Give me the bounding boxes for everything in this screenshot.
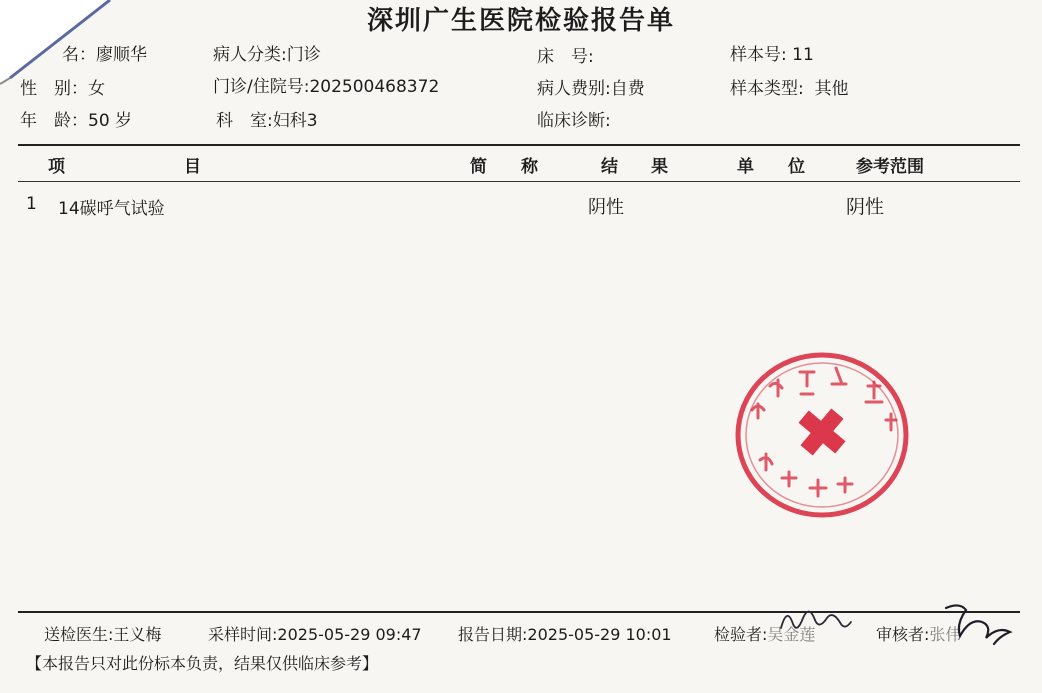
doctor-field — [44, 622, 161, 645]
inspector-signature — [775, 600, 855, 640]
reviewer-value: 张伟 — [929, 625, 962, 644]
diagnosis-field — [537, 106, 611, 131]
fee-label: 病人费别: — [537, 79, 611, 99]
age-field — [20, 106, 132, 131]
footer-rule — [18, 611, 1020, 613]
table-row-index: 1 — [26, 194, 37, 214]
patient-name-label: 名： — [62, 45, 96, 65]
department-label: 科 室: — [216, 111, 273, 131]
fee-field — [537, 74, 645, 99]
reviewer-signature — [940, 596, 1020, 646]
patient-category-label: 病人分类: — [213, 45, 287, 65]
table-top-rule — [18, 144, 1020, 146]
table-header-rule — [18, 181, 1020, 182]
gender-value: 女 — [88, 79, 105, 99]
patient-name-value: 廖顺华 — [96, 45, 147, 65]
sample-time-field — [208, 622, 422, 645]
header-unit: 单 — [737, 157, 754, 177]
sample-no-field — [730, 40, 814, 65]
report-date-field — [458, 622, 672, 645]
fee-value: 自费 — [610, 79, 645, 99]
patient-category-value: 门诊 — [286, 45, 321, 65]
patient-name-field — [62, 40, 147, 65]
report-date-value: 2025-05-29 10:01 — [527, 625, 672, 644]
report-date-label: 报告日期: — [458, 625, 528, 644]
outpatient-no-value: 202500468372 — [309, 77, 440, 97]
header-item-2: 目 — [184, 157, 201, 177]
header-result: 结 — [601, 157, 618, 177]
sample-time-value: 2025-05-29 09:47 — [277, 625, 422, 644]
doctor-value: 王义梅 — [113, 625, 162, 644]
table-row-item: 14碳呼气试验 — [58, 199, 165, 219]
header-abbr: 简 — [470, 157, 487, 177]
sample-no-label: 样本号: — [730, 45, 787, 65]
age-value: 50 岁 — [88, 111, 133, 131]
age-label: 年 龄： — [20, 111, 88, 131]
header-item: 项 — [48, 157, 65, 177]
hospital-seal-stamp — [730, 350, 915, 520]
report-title: 深圳广生医院检验报告单 — [366, 6, 675, 36]
outpatient-no-field — [213, 72, 439, 97]
sample-type-field — [730, 74, 849, 99]
department-field — [216, 106, 318, 131]
bed-label: 床 号: — [537, 47, 594, 67]
reviewer-label: 审核者: — [876, 625, 930, 644]
table-row-reference: 阴性 — [846, 196, 885, 218]
header-reference: 参考范围 — [856, 157, 924, 177]
table-row-result: 阴性 — [588, 197, 624, 218]
sample-type-label: 样本类型: — [730, 79, 804, 99]
gender-field — [20, 74, 105, 99]
header-unit-2: 位 — [788, 157, 805, 177]
outpatient-no-label: 门诊/住院号: — [213, 77, 310, 97]
patient-category-field — [213, 40, 321, 65]
diagnosis-label: 临床诊断: — [537, 111, 611, 131]
department-value: 妇科3 — [272, 111, 318, 131]
inspector-value: 吴金莲 — [767, 625, 816, 644]
header-abbr-2: 称 — [521, 157, 538, 177]
gender-label: 性 别： — [20, 79, 88, 99]
doctor-label: 送检医生: — [44, 625, 114, 644]
bed-field — [537, 42, 594, 67]
sample-time-label: 采样时间: — [208, 625, 278, 644]
header-result-2: 果 — [651, 157, 668, 177]
sample-no-value: 11 — [792, 45, 814, 65]
sample-type-value: 其他 — [814, 79, 849, 99]
disclaimer: 【本报告只对此份标本负责，结果仅供临床参考】 — [26, 654, 379, 673]
inspector-label: 检验者: — [714, 625, 768, 644]
